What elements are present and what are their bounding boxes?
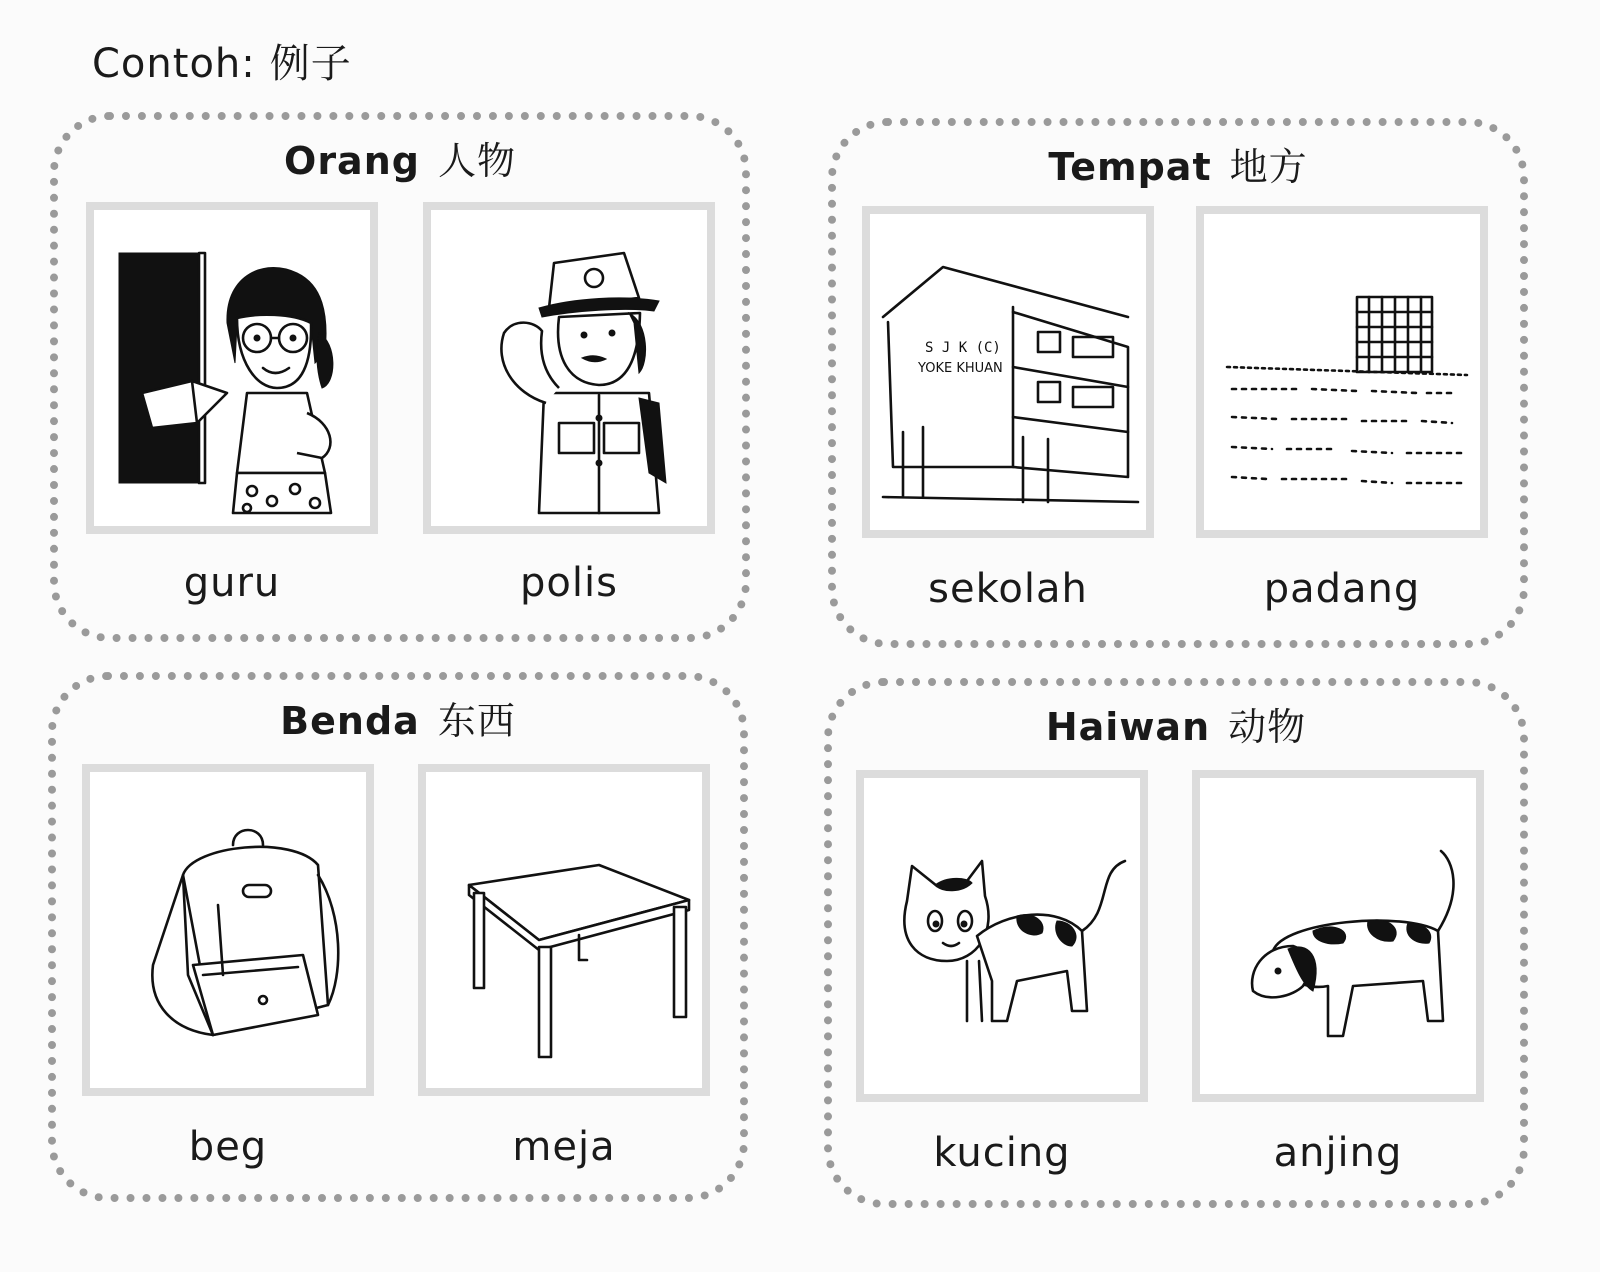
dog-illustration: [1203, 781, 1473, 1091]
group-title-zh: 人物: [437, 139, 516, 183]
group-title-ms: Orang: [284, 139, 420, 183]
group-orang: [50, 112, 750, 642]
school-sign-line1: S J K (C): [925, 340, 1001, 356]
card-sekolah: [862, 206, 1154, 538]
field-illustration: [1207, 217, 1477, 527]
group-title-ms: Tempat: [1048, 145, 1212, 189]
example-label-zh: 例子: [269, 41, 352, 87]
word-label: padang: [1263, 566, 1421, 612]
table-illustration: [429, 775, 699, 1085]
group-benda: [48, 672, 748, 1202]
group-title: [58, 130, 742, 185]
teacher-illustration: [97, 213, 367, 523]
group-title-zh: 地方: [1229, 145, 1308, 189]
group-tempat: [828, 118, 1528, 648]
card-kucing: [856, 770, 1148, 1102]
cat-illustration: [867, 781, 1137, 1091]
card-polis: [423, 202, 715, 534]
example-label: Contoh:: [92, 41, 256, 87]
backpack-illustration: [93, 775, 363, 1085]
card-meja: [418, 764, 710, 1096]
group-title: [836, 136, 1520, 191]
card-padang: [1196, 206, 1488, 538]
page-title: [92, 32, 352, 89]
word-label: polis: [520, 560, 618, 606]
group-title-zh: 动物: [1228, 705, 1307, 749]
word-label: meja: [512, 1124, 616, 1170]
word-label: kucing: [933, 1130, 1071, 1176]
school-sign-line2: YOKE KHUAN: [918, 361, 1003, 376]
word-label: guru: [183, 560, 281, 606]
group-title-zh: 东西: [437, 699, 516, 743]
card-beg: [82, 764, 374, 1096]
group-title-ms: Haiwan: [1045, 705, 1211, 749]
group-title: [56, 690, 740, 745]
group-title: [832, 696, 1520, 751]
word-label: sekolah: [928, 566, 1088, 612]
word-label: anjing: [1273, 1130, 1403, 1176]
school-illustration: [873, 217, 1143, 527]
group-title-ms: Benda: [280, 699, 420, 743]
policeman-illustration: [434, 213, 704, 523]
card-guru: [86, 202, 378, 534]
card-anjing: [1192, 770, 1484, 1102]
word-label: beg: [188, 1124, 268, 1170]
group-haiwan: [824, 678, 1528, 1208]
